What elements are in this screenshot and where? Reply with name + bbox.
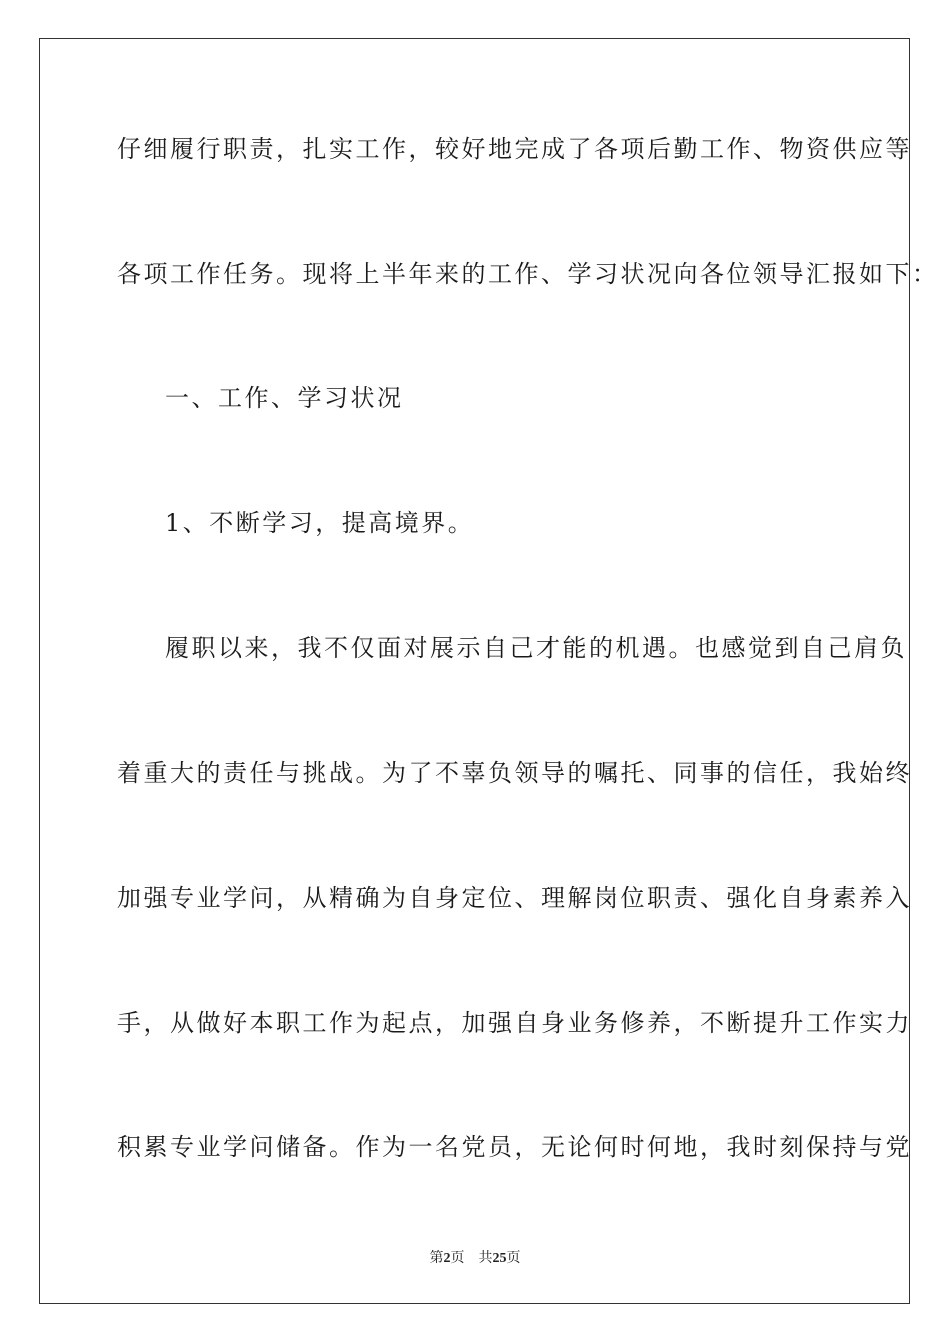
page-footer [0,1249,950,1268]
body-text-line: 仔细履行职责，扎实工作，较好地完成了各项后勤工作、物资供应等 [117,135,912,163]
total-suffix: 页 [506,1250,521,1266]
subsection-heading: 1、不断学习，提高境界。 [165,509,475,537]
page-prefix: 第 [429,1250,444,1266]
body-text-line: 履职以来，我不仅面对展示自己才能的机遇。也感觉到自己肩负 [165,634,907,662]
section-heading: 一、工作、学习状况 [165,384,404,412]
body-text-line: 各项工作任务。现将上半年来的工作、学习状况向各位领导汇报如下： [117,260,939,288]
body-text-line: 加强专业学问，从精确为自身定位、理解岗位职责、强化自身素养入 [117,884,912,912]
page-suffix: 页 [450,1250,465,1266]
body-text-line: 手，从做好本职工作为起点，加强自身业务修养，不断提升工作实力 [117,1009,912,1037]
page-number: 2 [443,1251,451,1266]
body-text-line: 着重大的责任与挑战。为了不辜负领导的嘱托、同事的信任，我始终 [117,759,912,787]
body-text-line: 积累专业学问储备。作为一名党员，无论何时何地，我时刻保持与党 [117,1133,912,1161]
page-border [39,38,910,1304]
total-prefix: 共 [478,1250,493,1266]
total-pages: 25 [492,1251,507,1266]
